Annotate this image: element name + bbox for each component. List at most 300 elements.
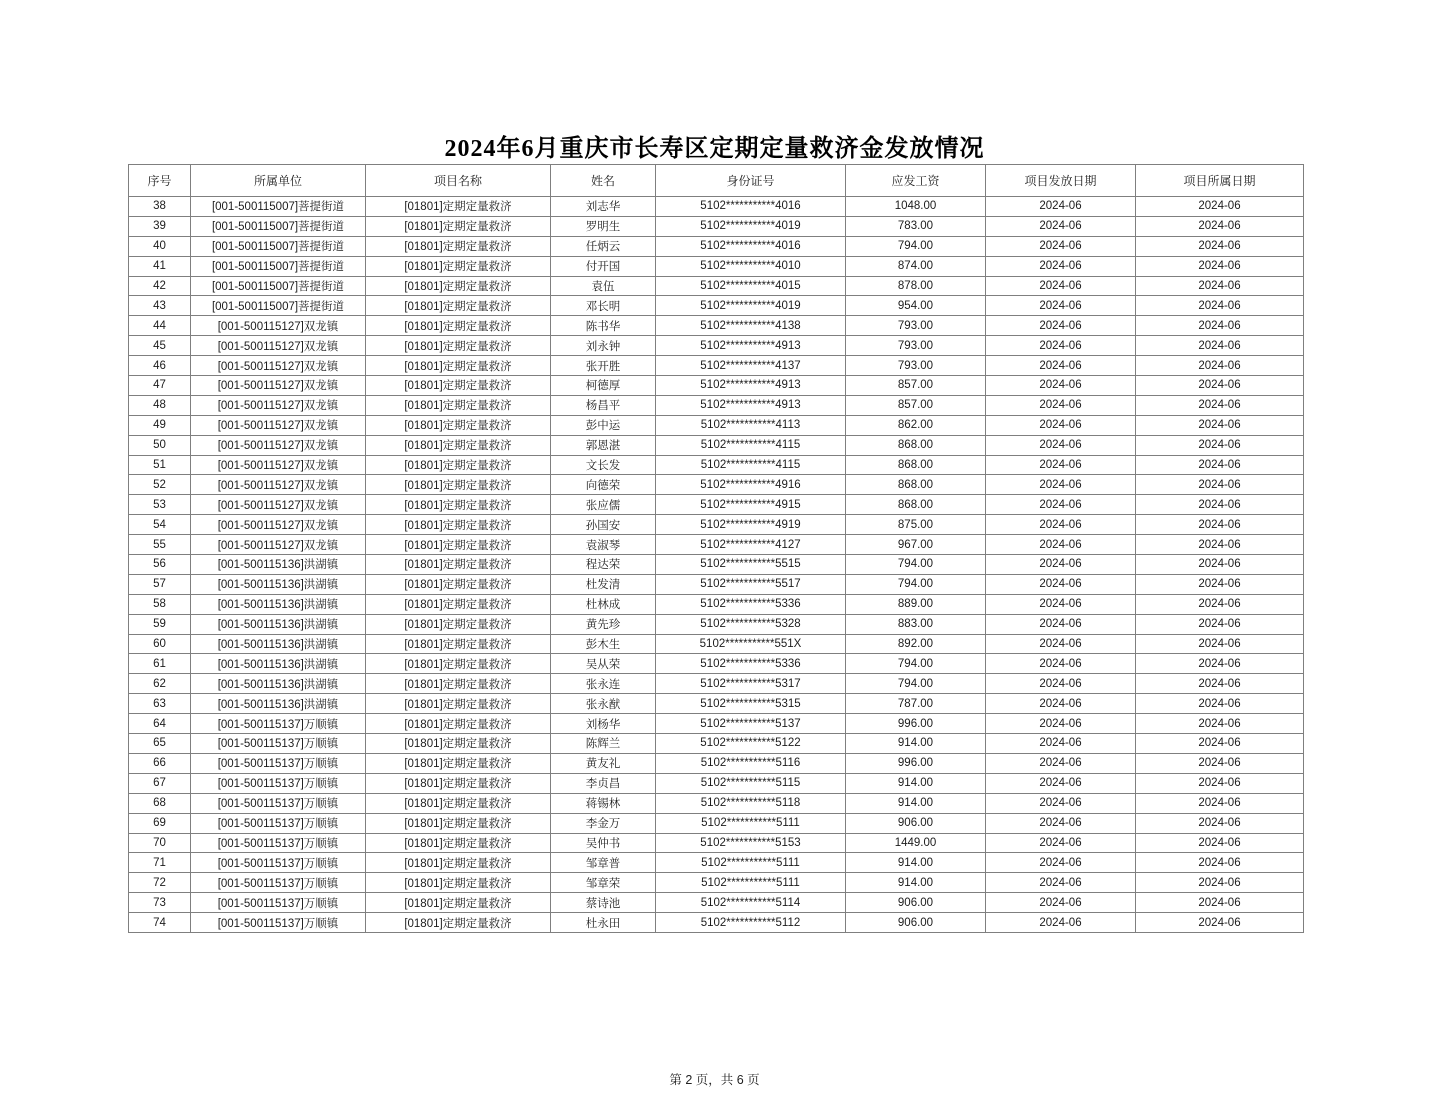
- cell-id-number: 5102***********4913: [656, 376, 846, 396]
- cell-name: 程达荣: [551, 555, 656, 575]
- cell-name: 刘志华: [551, 197, 656, 217]
- cell-index: 70: [129, 833, 191, 853]
- cell-salary: 793.00: [846, 356, 986, 376]
- cell-period-date: 2024-06: [1136, 614, 1304, 634]
- cell-project: [01801]定期定量救济: [366, 714, 551, 734]
- cell-period-date: 2024-06: [1136, 336, 1304, 356]
- cell-salary: 783.00: [846, 216, 986, 236]
- cell-issue-date: 2024-06: [986, 813, 1136, 833]
- cell-period-date: 2024-06: [1136, 197, 1304, 217]
- cell-index: 61: [129, 654, 191, 674]
- cell-salary: 794.00: [846, 555, 986, 575]
- table-row: [129, 296, 1304, 316]
- cell-index: 59: [129, 614, 191, 634]
- cell-salary: 914.00: [846, 873, 986, 893]
- cell-index: 45: [129, 336, 191, 356]
- cell-issue-date: 2024-06: [986, 674, 1136, 694]
- cell-issue-date: 2024-06: [986, 873, 1136, 893]
- cell-issue-date: 2024-06: [986, 316, 1136, 336]
- cell-salary: 868.00: [846, 475, 986, 495]
- cell-unit: [001-500115137]万顺镇: [191, 734, 366, 754]
- cell-issue-date: 2024-06: [986, 793, 1136, 813]
- cell-id-number: 5102***********5137: [656, 714, 846, 734]
- cell-salary: 793.00: [846, 316, 986, 336]
- table-row: [129, 535, 1304, 555]
- cell-issue-date: 2024-06: [986, 276, 1136, 296]
- cell-issue-date: 2024-06: [986, 495, 1136, 515]
- cell-unit: [001-500115127]双龙镇: [191, 336, 366, 356]
- table-row: [129, 674, 1304, 694]
- payment-table: [128, 164, 1304, 933]
- cell-issue-date: 2024-06: [986, 574, 1136, 594]
- cell-project: [01801]定期定量救济: [366, 734, 551, 754]
- cell-salary: 875.00: [846, 515, 986, 535]
- cell-unit: [001-500115127]双龙镇: [191, 316, 366, 336]
- table-row: [129, 734, 1304, 754]
- cell-index: 69: [129, 813, 191, 833]
- cell-project: [01801]定期定量救济: [366, 276, 551, 296]
- cell-salary: 996.00: [846, 753, 986, 773]
- cell-issue-date: 2024-06: [986, 654, 1136, 674]
- table-row: [129, 594, 1304, 614]
- cell-salary: 883.00: [846, 614, 986, 634]
- cell-unit: [001-500115007]菩提街道: [191, 197, 366, 217]
- cell-project: [01801]定期定量救济: [366, 654, 551, 674]
- cell-id-number: 5102***********4016: [656, 197, 846, 217]
- cell-unit: [001-500115127]双龙镇: [191, 435, 366, 455]
- cell-id-number: 5102***********5118: [656, 793, 846, 813]
- column-header-period-date: 项目所属日期: [1136, 165, 1304, 197]
- page-title: 2024年6月重庆市长寿区定期定量救济金发放情况: [444, 136, 985, 162]
- cell-name: 吴从荣: [551, 654, 656, 674]
- cell-name: 陈书华: [551, 316, 656, 336]
- cell-issue-date: 2024-06: [986, 614, 1136, 634]
- cell-name: 郭恩湛: [551, 435, 656, 455]
- cell-project: [01801]定期定量救济: [366, 614, 551, 634]
- cell-unit: [001-500115007]菩提街道: [191, 276, 366, 296]
- cell-period-date: 2024-06: [1136, 555, 1304, 575]
- cell-index: 52: [129, 475, 191, 495]
- cell-unit: [001-500115127]双龙镇: [191, 376, 366, 396]
- cell-unit: [001-500115127]双龙镇: [191, 535, 366, 555]
- cell-issue-date: 2024-06: [986, 395, 1136, 415]
- cell-id-number: 5102***********4919: [656, 515, 846, 535]
- cell-issue-date: 2024-06: [986, 893, 1136, 913]
- cell-id-number: 5102***********5115: [656, 773, 846, 793]
- cell-period-date: 2024-06: [1136, 654, 1304, 674]
- cell-name: 杜发清: [551, 574, 656, 594]
- cell-name: 陈辉兰: [551, 734, 656, 754]
- cell-index: 41: [129, 256, 191, 276]
- cell-salary: 794.00: [846, 674, 986, 694]
- cell-project: [01801]定期定量救济: [366, 415, 551, 435]
- cell-issue-date: 2024-06: [986, 535, 1136, 555]
- cell-issue-date: 2024-06: [986, 296, 1136, 316]
- cell-period-date: 2024-06: [1136, 734, 1304, 754]
- cell-name: 杜林成: [551, 594, 656, 614]
- table-row: [129, 197, 1304, 217]
- cell-issue-date: 2024-06: [986, 356, 1136, 376]
- cell-salary: 874.00: [846, 256, 986, 276]
- cell-unit: [001-500115137]万顺镇: [191, 893, 366, 913]
- cell-id-number: 5102***********5153: [656, 833, 846, 853]
- table-row: [129, 515, 1304, 535]
- cell-issue-date: 2024-06: [986, 475, 1136, 495]
- cell-id-number: 5102***********5315: [656, 694, 846, 714]
- cell-project: [01801]定期定量救济: [366, 296, 551, 316]
- cell-salary: 857.00: [846, 376, 986, 396]
- cell-project: [01801]定期定量救济: [366, 455, 551, 475]
- cell-index: 65: [129, 734, 191, 754]
- cell-index: 51: [129, 455, 191, 475]
- cell-unit: [001-500115136]洪湖镇: [191, 654, 366, 674]
- cell-project: [01801]定期定量救济: [366, 495, 551, 515]
- cell-period-date: 2024-06: [1136, 674, 1304, 694]
- table-row: [129, 376, 1304, 396]
- cell-project: [01801]定期定量救济: [366, 555, 551, 575]
- cell-id-number: 5102***********4916: [656, 475, 846, 495]
- cell-period-date: 2024-06: [1136, 714, 1304, 734]
- page-number: 第 2 页，共 6 页: [669, 1073, 760, 1087]
- cell-name: 邓长明: [551, 296, 656, 316]
- table-row: [129, 316, 1304, 336]
- cell-index: 68: [129, 793, 191, 813]
- cell-index: 38: [129, 197, 191, 217]
- table-row: [129, 893, 1304, 913]
- cell-salary: 906.00: [846, 893, 986, 913]
- cell-id-number: 5102***********4115: [656, 455, 846, 475]
- cell-period-date: 2024-06: [1136, 535, 1304, 555]
- cell-period-date: 2024-06: [1136, 376, 1304, 396]
- cell-unit: [001-500115127]双龙镇: [191, 356, 366, 376]
- cell-project: [01801]定期定量救济: [366, 395, 551, 415]
- cell-project: [01801]定期定量救济: [366, 356, 551, 376]
- table-row: [129, 276, 1304, 296]
- cell-id-number: 5102***********5328: [656, 614, 846, 634]
- cell-project: [01801]定期定量救济: [366, 574, 551, 594]
- cell-name: 蔡诗池: [551, 893, 656, 913]
- cell-id-number: 5102***********4913: [656, 395, 846, 415]
- cell-index: 54: [129, 515, 191, 535]
- cell-unit: [001-500115137]万顺镇: [191, 873, 366, 893]
- cell-name: 张开胜: [551, 356, 656, 376]
- cell-issue-date: 2024-06: [986, 753, 1136, 773]
- cell-period-date: 2024-06: [1136, 634, 1304, 654]
- cell-project: [01801]定期定量救济: [366, 535, 551, 555]
- cell-id-number: 5102***********551X: [656, 634, 846, 654]
- cell-unit: [001-500115137]万顺镇: [191, 753, 366, 773]
- cell-id-number: 5102***********4113: [656, 415, 846, 435]
- cell-name: 李贞昌: [551, 773, 656, 793]
- cell-unit: [001-500115137]万顺镇: [191, 793, 366, 813]
- cell-index: 47: [129, 376, 191, 396]
- table-row: [129, 833, 1304, 853]
- table-row: [129, 793, 1304, 813]
- cell-salary: 954.00: [846, 296, 986, 316]
- cell-id-number: 5102***********5515: [656, 555, 846, 575]
- cell-id-number: 5102***********4019: [656, 216, 846, 236]
- column-header-issue-date: 项目发放日期: [986, 165, 1136, 197]
- cell-index: 39: [129, 216, 191, 236]
- cell-id-number: 5102***********5111: [656, 873, 846, 893]
- cell-project: [01801]定期定量救济: [366, 316, 551, 336]
- cell-project: [01801]定期定量救济: [366, 435, 551, 455]
- cell-salary: 1449.00: [846, 833, 986, 853]
- cell-issue-date: 2024-06: [986, 216, 1136, 236]
- cell-id-number: 5102***********4115: [656, 435, 846, 455]
- table-row: [129, 714, 1304, 734]
- cell-name: 邹章普: [551, 853, 656, 873]
- table-body: [129, 197, 1304, 933]
- cell-index: 66: [129, 753, 191, 773]
- cell-salary: 889.00: [846, 594, 986, 614]
- cell-id-number: 5102***********4137: [656, 356, 846, 376]
- cell-id-number: 5102***********5116: [656, 753, 846, 773]
- table-row: [129, 913, 1304, 933]
- cell-period-date: 2024-06: [1136, 495, 1304, 515]
- cell-issue-date: 2024-06: [986, 435, 1136, 455]
- table-row: [129, 356, 1304, 376]
- cell-name: 吴仲书: [551, 833, 656, 853]
- cell-issue-date: 2024-06: [986, 734, 1136, 754]
- cell-name: 刘杨华: [551, 714, 656, 734]
- cell-name: 袁伍: [551, 276, 656, 296]
- cell-id-number: 5102***********4019: [656, 296, 846, 316]
- cell-project: [01801]定期定量救济: [366, 753, 551, 773]
- cell-salary: 857.00: [846, 395, 986, 415]
- cell-name: 李金万: [551, 813, 656, 833]
- table-row: [129, 813, 1304, 833]
- cell-project: [01801]定期定量救济: [366, 475, 551, 495]
- column-header-project: 项目名称: [366, 165, 551, 197]
- cell-salary: 787.00: [846, 694, 986, 714]
- cell-id-number: 5102***********5317: [656, 674, 846, 694]
- table-header: [129, 165, 1304, 197]
- cell-name: 孙国安: [551, 515, 656, 535]
- cell-project: [01801]定期定量救济: [366, 256, 551, 276]
- cell-unit: [001-500115007]菩提街道: [191, 256, 366, 276]
- cell-unit: [001-500115127]双龙镇: [191, 495, 366, 515]
- column-header-salary: 应发工资: [846, 165, 986, 197]
- cell-name: 杜永田: [551, 913, 656, 933]
- cell-issue-date: 2024-06: [986, 515, 1136, 535]
- cell-index: 71: [129, 853, 191, 873]
- cell-issue-date: 2024-06: [986, 376, 1136, 396]
- cell-period-date: 2024-06: [1136, 415, 1304, 435]
- cell-index: 73: [129, 893, 191, 913]
- cell-period-date: 2024-06: [1136, 873, 1304, 893]
- cell-project: [01801]定期定量救济: [366, 694, 551, 714]
- cell-id-number: 5102***********4915: [656, 495, 846, 515]
- cell-name: 罗明生: [551, 216, 656, 236]
- cell-index: 44: [129, 316, 191, 336]
- cell-name: 邹章荣: [551, 873, 656, 893]
- table-row: [129, 574, 1304, 594]
- cell-unit: [001-500115127]双龙镇: [191, 395, 366, 415]
- cell-name: 彭中运: [551, 415, 656, 435]
- cell-index: 50: [129, 435, 191, 455]
- cell-period-date: 2024-06: [1136, 773, 1304, 793]
- cell-salary: 914.00: [846, 773, 986, 793]
- cell-period-date: 2024-06: [1136, 256, 1304, 276]
- cell-project: [01801]定期定量救济: [366, 793, 551, 813]
- cell-index: 58: [129, 594, 191, 614]
- cell-issue-date: 2024-06: [986, 236, 1136, 256]
- cell-issue-date: 2024-06: [986, 634, 1136, 654]
- cell-index: 40: [129, 236, 191, 256]
- cell-period-date: 2024-06: [1136, 793, 1304, 813]
- cell-index: 72: [129, 873, 191, 893]
- cell-period-date: 2024-06: [1136, 574, 1304, 594]
- cell-project: [01801]定期定量救济: [366, 336, 551, 356]
- cell-unit: [001-500115136]洪湖镇: [191, 574, 366, 594]
- cell-index: 55: [129, 535, 191, 555]
- cell-index: 56: [129, 555, 191, 575]
- cell-unit: [001-500115136]洪湖镇: [191, 674, 366, 694]
- cell-issue-date: 2024-06: [986, 694, 1136, 714]
- cell-name: 张永连: [551, 674, 656, 694]
- column-header-name: 姓名: [551, 165, 656, 197]
- cell-name: 任炳云: [551, 236, 656, 256]
- cell-unit: [001-500115127]双龙镇: [191, 475, 366, 495]
- cell-period-date: 2024-06: [1136, 594, 1304, 614]
- cell-index: 42: [129, 276, 191, 296]
- table-row: [129, 614, 1304, 634]
- cell-id-number: 5102***********5111: [656, 853, 846, 873]
- cell-project: [01801]定期定量救济: [366, 853, 551, 873]
- cell-unit: [001-500115136]洪湖镇: [191, 694, 366, 714]
- cell-project: [01801]定期定量救济: [366, 515, 551, 535]
- table-row: [129, 654, 1304, 674]
- cell-index: 74: [129, 913, 191, 933]
- cell-issue-date: 2024-06: [986, 913, 1136, 933]
- cell-name: 文长发: [551, 455, 656, 475]
- column-header-index: 序号: [129, 165, 191, 197]
- cell-name: 向德荣: [551, 475, 656, 495]
- table-row: [129, 395, 1304, 415]
- cell-period-date: 2024-06: [1136, 276, 1304, 296]
- cell-period-date: 2024-06: [1136, 913, 1304, 933]
- cell-project: [01801]定期定量救济: [366, 893, 551, 913]
- cell-project: [01801]定期定量救济: [366, 773, 551, 793]
- cell-salary: 906.00: [846, 913, 986, 933]
- cell-issue-date: 2024-06: [986, 853, 1136, 873]
- cell-issue-date: 2024-06: [986, 714, 1136, 734]
- cell-id-number: 5102***********5122: [656, 734, 846, 754]
- cell-issue-date: 2024-06: [986, 594, 1136, 614]
- table-row: [129, 435, 1304, 455]
- cell-salary: 906.00: [846, 813, 986, 833]
- cell-period-date: 2024-06: [1136, 475, 1304, 495]
- cell-period-date: 2024-06: [1136, 316, 1304, 336]
- cell-project: [01801]定期定量救济: [366, 216, 551, 236]
- cell-salary: 868.00: [846, 435, 986, 455]
- table-row: [129, 256, 1304, 276]
- cell-id-number: 5102***********5111: [656, 813, 846, 833]
- cell-period-date: 2024-06: [1136, 435, 1304, 455]
- table-row: [129, 495, 1304, 515]
- cell-period-date: 2024-06: [1136, 296, 1304, 316]
- cell-id-number: 5102***********4138: [656, 316, 846, 336]
- table-row: [129, 694, 1304, 714]
- cell-issue-date: 2024-06: [986, 833, 1136, 853]
- table-row: [129, 753, 1304, 773]
- cell-id-number: 5102***********4015: [656, 276, 846, 296]
- cell-index: 46: [129, 356, 191, 376]
- cell-salary: 914.00: [846, 793, 986, 813]
- cell-id-number: 5102***********5517: [656, 574, 846, 594]
- table-row: [129, 475, 1304, 495]
- cell-id-number: 5102***********5114: [656, 893, 846, 913]
- cell-period-date: 2024-06: [1136, 236, 1304, 256]
- cell-project: [01801]定期定量救济: [366, 594, 551, 614]
- cell-salary: 794.00: [846, 236, 986, 256]
- cell-period-date: 2024-06: [1136, 216, 1304, 236]
- table-row: [129, 415, 1304, 435]
- cell-name: 黄友礼: [551, 753, 656, 773]
- cell-period-date: 2024-06: [1136, 455, 1304, 475]
- cell-project: [01801]定期定量救济: [366, 197, 551, 217]
- cell-salary: 794.00: [846, 574, 986, 594]
- cell-unit: [001-500115007]菩提街道: [191, 236, 366, 256]
- cell-project: [01801]定期定量救济: [366, 236, 551, 256]
- cell-unit: [001-500115007]菩提街道: [191, 216, 366, 236]
- cell-project: [01801]定期定量救济: [366, 634, 551, 654]
- table-row: [129, 336, 1304, 356]
- cell-issue-date: 2024-06: [986, 336, 1136, 356]
- table-row: [129, 634, 1304, 654]
- table-row: [129, 555, 1304, 575]
- cell-id-number: 5102***********5336: [656, 594, 846, 614]
- cell-unit: [001-500115137]万顺镇: [191, 833, 366, 853]
- cell-unit: [001-500115127]双龙镇: [191, 415, 366, 435]
- cell-index: 48: [129, 395, 191, 415]
- cell-issue-date: 2024-06: [986, 197, 1136, 217]
- cell-salary: 868.00: [846, 495, 986, 515]
- cell-id-number: 5102***********5336: [656, 654, 846, 674]
- cell-id-number: 5102***********4913: [656, 336, 846, 356]
- table-row: [129, 236, 1304, 256]
- cell-index: 57: [129, 574, 191, 594]
- cell-name: 彭木生: [551, 634, 656, 654]
- cell-index: 64: [129, 714, 191, 734]
- cell-id-number: 5102***********4016: [656, 236, 846, 256]
- cell-index: 67: [129, 773, 191, 793]
- cell-unit: [001-500115137]万顺镇: [191, 714, 366, 734]
- cell-unit: [001-500115136]洪湖镇: [191, 634, 366, 654]
- cell-index: 43: [129, 296, 191, 316]
- cell-period-date: 2024-06: [1136, 515, 1304, 535]
- cell-salary: 868.00: [846, 455, 986, 475]
- cell-unit: [001-500115137]万顺镇: [191, 773, 366, 793]
- cell-unit: [001-500115127]双龙镇: [191, 515, 366, 535]
- cell-period-date: 2024-06: [1136, 813, 1304, 833]
- cell-name: 黄先珍: [551, 614, 656, 634]
- cell-issue-date: 2024-06: [986, 773, 1136, 793]
- cell-issue-date: 2024-06: [986, 256, 1136, 276]
- cell-unit: [001-500115136]洪湖镇: [191, 555, 366, 575]
- cell-project: [01801]定期定量救济: [366, 813, 551, 833]
- table-row: [129, 216, 1304, 236]
- cell-id-number: 5102***********5112: [656, 913, 846, 933]
- cell-period-date: 2024-06: [1136, 395, 1304, 415]
- cell-project: [01801]定期定量救济: [366, 913, 551, 933]
- cell-salary: 878.00: [846, 276, 986, 296]
- cell-name: 张应儒: [551, 495, 656, 515]
- cell-period-date: 2024-06: [1136, 356, 1304, 376]
- cell-name: 张永猷: [551, 694, 656, 714]
- cell-project: [01801]定期定量救济: [366, 376, 551, 396]
